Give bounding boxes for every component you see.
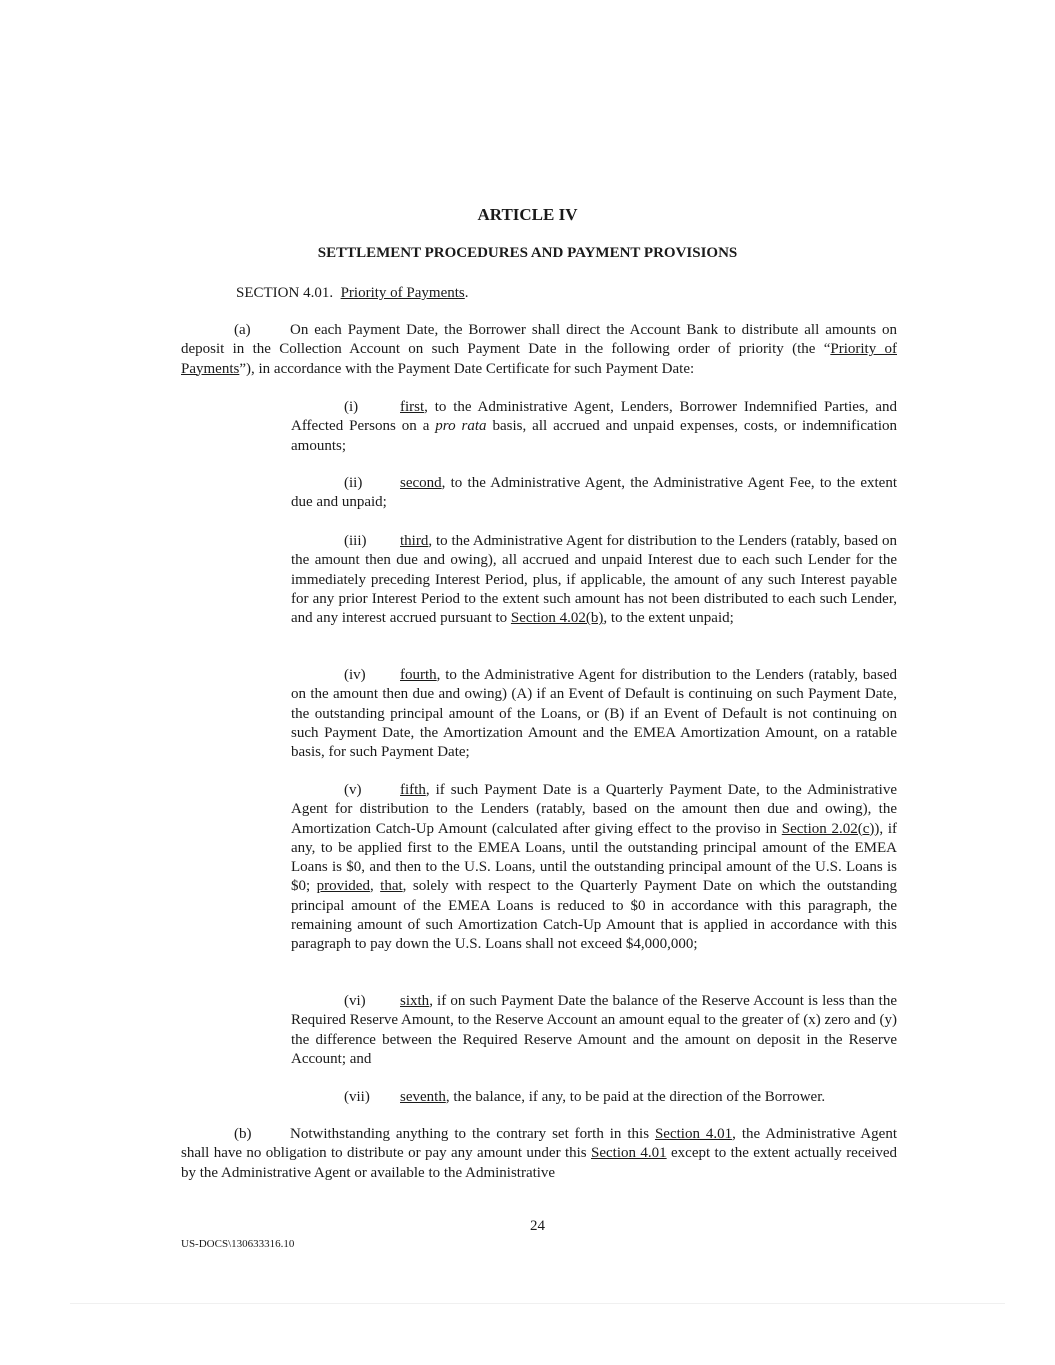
defined-term: Priority of Payments (181, 341, 897, 377)
priority-keyword: sixth (400, 993, 430, 1009)
section-reference: Section 4.01 (591, 1145, 667, 1162)
section-heading: SECTION 4.01. Priority of Payments. (236, 285, 469, 301)
clause-vi: (vi) sixth, if on such Payment Date the balance of the Reserve Account is less than the Required Reserve Amount, to the Reserve Account an amount equal to the greater of (x) zero and (y) the difference between the Required Reserve Amount and the amount on deposit in the Reserve Account; and (291, 993, 897, 1067)
clause-i: (i) first, to the Administrative Agent, Lenders, Borrower Indemnified Parties, and Affected Persons on a pro rata basis, all accrued and unpaid expenses, costs, or indemnification amounts; (291, 399, 897, 454)
priority-keyword: first (400, 399, 425, 415)
paragraph-number: (a) (234, 322, 251, 338)
page-number: 24 (530, 1218, 545, 1234)
section-number: SECTION 4.01. (236, 285, 334, 301)
clause-v: (v) fifth, if such Payment Date is a Quarterly Payment Date, to the Administrative Agent for distribution to the Lenders (ratably, based on the amount then due and owing), the Amortization Catch-Up Amount (calculated after giving effect to the proviso in Section 2.02(c)), if any, to be applied first to the EMEA Loans, until the outstanding principal amount of the EMEA Loans is $0, and then to the U.S. Loans, until the outstanding principal amount of the U.S. Loans is $0; provided, that, solely with respect to the Quarterly Payment Date on which the outstanding principal amount of the EMEA Loans is reduced to $0 in accordance with this paragraph, the remaining amount of such Amortization Catch-Up Amount that is applied in accordance with this paragraph to pay down the U.S. Loans shall not exceed $4,000,000; (291, 782, 898, 953)
clause-iii: (iii) third, to the Administrative Agent for distribution to the Lenders (ratably, based on the amount then due and owing), all accrued and unpaid Interest due to each such Lender for the immediately preceding Interest Period, plus, if applicable, the amount of any such Interest payable for any prior Interest Period to the extent such amount has not been distributed to each such Lender, and any interest accrued pursuant to Section 4.02(b), to the extent unpaid; (291, 533, 897, 627)
clause-vii: (vii) seventh, the balance, if any, to be paid at the direction of the Borrower. (344, 1089, 826, 1105)
section-reference: Section 4.01 (654, 1126, 733, 1142)
priority-keyword: fifth (400, 782, 426, 798)
section-reference: Section 4.02(b) (510, 610, 604, 627)
priority-keyword: seventh (400, 1089, 446, 1105)
proviso-term: that (380, 878, 403, 895)
clause-iv: (iv) fourth, to the Administrative Agent for distribution to the Lenders (ratably, based on the amount then due and owing) (A) if an Event of Default is continuing on such Payment Date, the outstanding principal amount of the Loans, or (B) if an Event of Default is not continuing on such Payment Date, the Amortization Amount and the EMEA Amortization Amount, on a ratable basis, for such Payment Date; (291, 667, 897, 761)
paragraph-a: (a) On each Payment Date, the Borrower shall direct the Account Bank to distribute all amounts on deposit in the Collection Account on such Payment Date in the following order of priority (the “Priority of Payments”), in accordance with the Payment Date Certificate for such Payment Date: (181, 322, 897, 377)
document-id: US-DOCS\130633316.10 (181, 1238, 295, 1250)
page-edge-divider (70, 1303, 1005, 1304)
section-title: Priority of Payments (340, 285, 465, 301)
proviso-term: provided (316, 878, 370, 895)
article-title: SETTLEMENT PROCEDURES AND PAYMENT PROVISIONS (317, 245, 738, 261)
priority-keyword: third (400, 533, 429, 549)
priority-keyword: second (400, 475, 442, 491)
paragraph-number: (b) (234, 1126, 252, 1142)
clause-ii: (ii) second, to the Administrative Agent, the Administrative Agent Fee, to the extent due and unpaid; (291, 475, 897, 511)
article-heading: ARTICLE IV (477, 205, 578, 224)
section-reference: Section 2.02(c) (781, 820, 875, 837)
priority-keyword: fourth (400, 667, 437, 683)
paragraph-b: (b) Notwithstanding anything to the contrary set forth in this Section 4.01, the Administrative Agent shall have no obligation to distribute or pay any amount under this Section 4.01 except to the extent actually received by the Administrative Agent or available to the Administrative (181, 1126, 897, 1181)
